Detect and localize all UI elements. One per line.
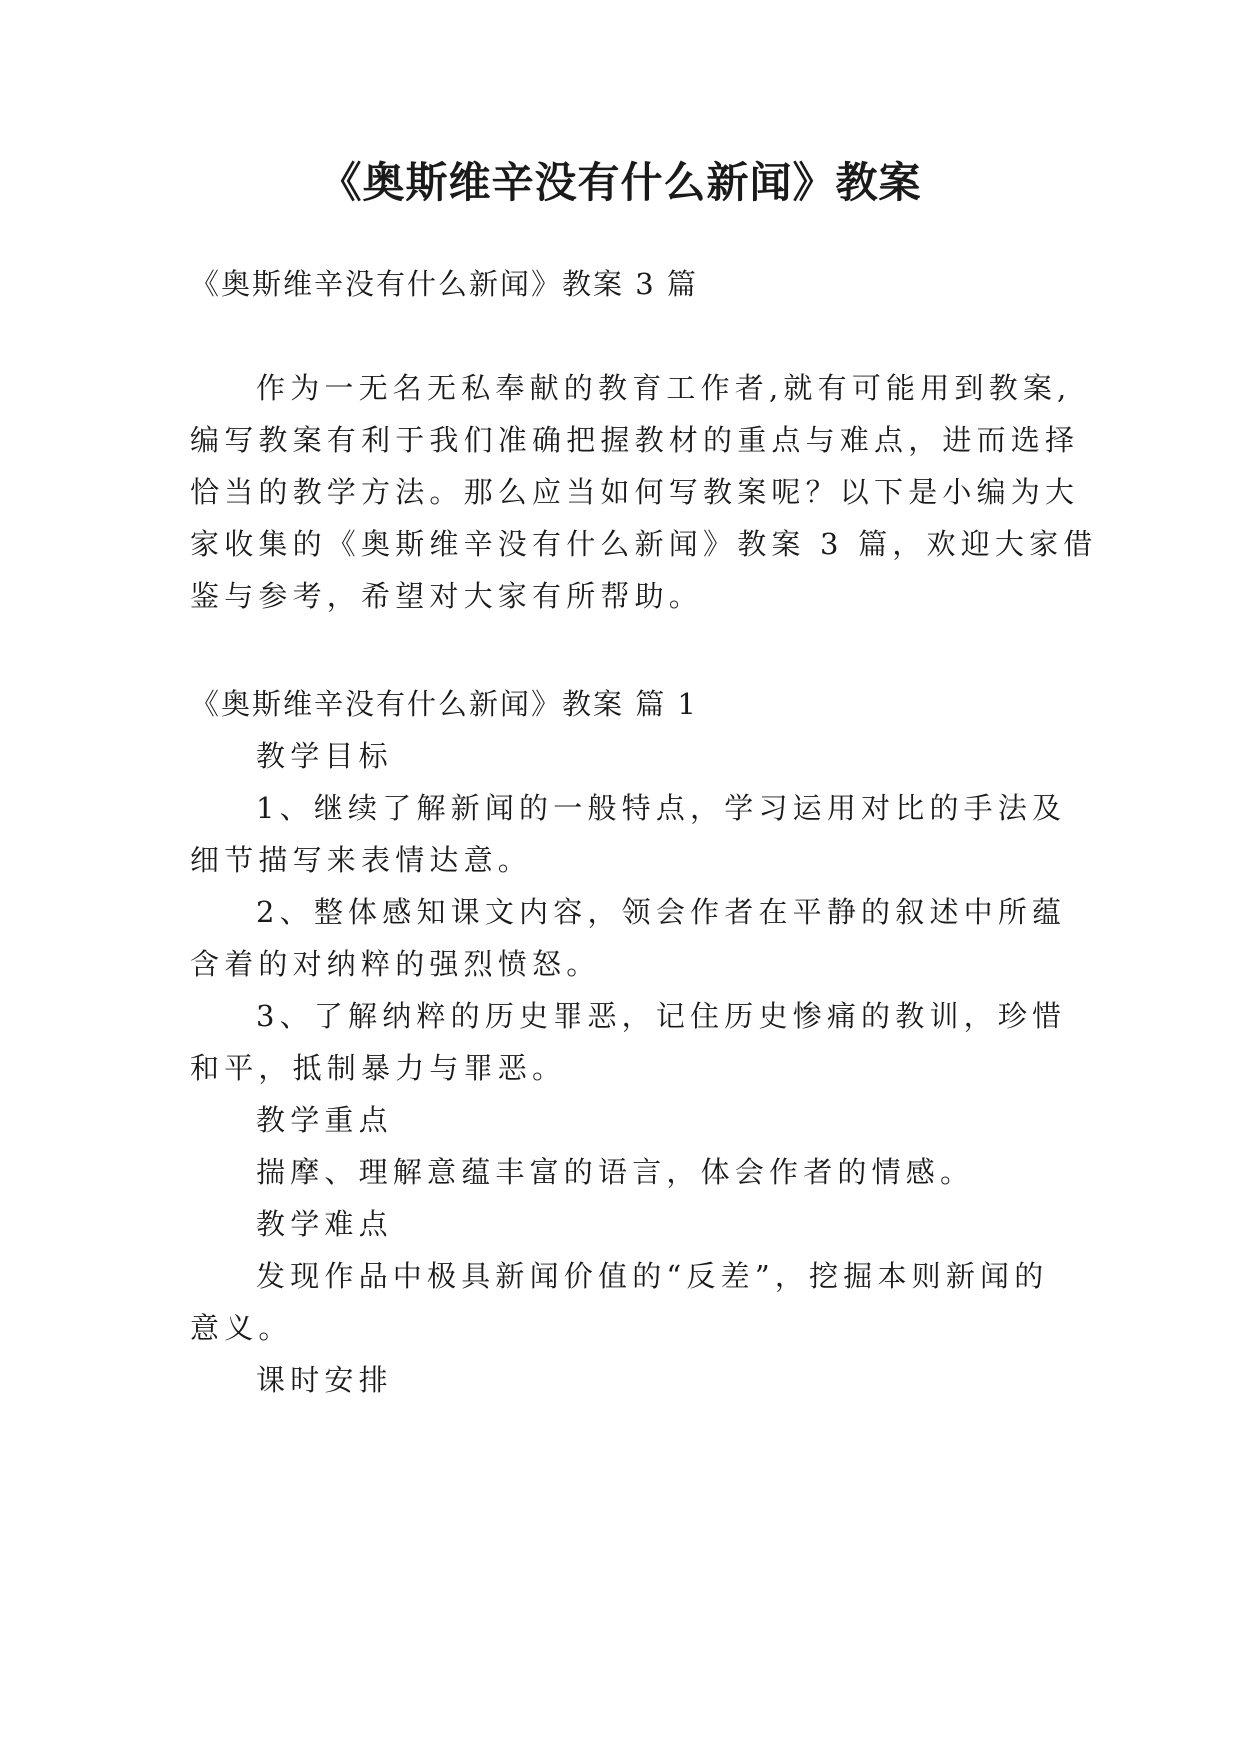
goal-2-line-2: 含着的对纳粹的强烈愤怒。 — [190, 947, 601, 981]
intro-line-2: 编写教案有利于我们准确把握教材的重点与难点，进而选择 — [190, 423, 1080, 457]
intro-line-4: 家收集的《奥斯维辛没有什么新闻》教案 3 篇，欢迎大家借 — [190, 527, 1098, 561]
goals-heading: 教学目标 — [256, 739, 393, 773]
difficulty-text-line-1: 发现作品中极具新闻价值的“反差”，挖掘本则新闻的 — [256, 1259, 1049, 1293]
section-heading: 《奥斯维辛没有什么新闻》教案 篇 1 — [190, 687, 698, 721]
goal-1-line-1: 1、继续了解新闻的一般特点，学习运用对比的手法及 — [256, 791, 1067, 825]
key-heading: 教学重点 — [256, 1103, 393, 1137]
goal-3-line-2: 和平，抵制暴力与罪恶。 — [190, 1051, 567, 1085]
document-subtitle: 《奥斯维辛没有什么新闻》教案 3 篇 — [190, 267, 698, 301]
key-text: 揣摩、理解意蕴丰富的语言，体会作者的情感。 — [256, 1155, 975, 1189]
intro-line-3: 恰当的教学方法。那么应当如何写教案呢？以下是小编为大 — [190, 475, 1080, 509]
goal-2-line-1: 2、整体感知课文内容，领会作者在平静的叙述中所蕴 — [256, 895, 1067, 929]
document-title: 《奥斯维辛没有什么新闻》教案 — [319, 158, 922, 207]
difficulty-heading: 教学难点 — [256, 1207, 393, 1241]
intro-line-1: 作为一无名无私奉献的教育工作者,就有可能用到教案, — [256, 371, 1072, 405]
schedule-heading: 课时安排 — [256, 1363, 393, 1397]
goal-3-line-1: 3、了解纳粹的历史罪恶，记住历史惨痛的教训，珍惜 — [256, 999, 1067, 1033]
goal-1-line-2: 细节描写来表情达意。 — [190, 843, 533, 877]
intro-line-5: 鉴与参考，希望对大家有所帮助。 — [190, 579, 704, 613]
difficulty-text-line-2: 意义。 — [190, 1311, 293, 1345]
